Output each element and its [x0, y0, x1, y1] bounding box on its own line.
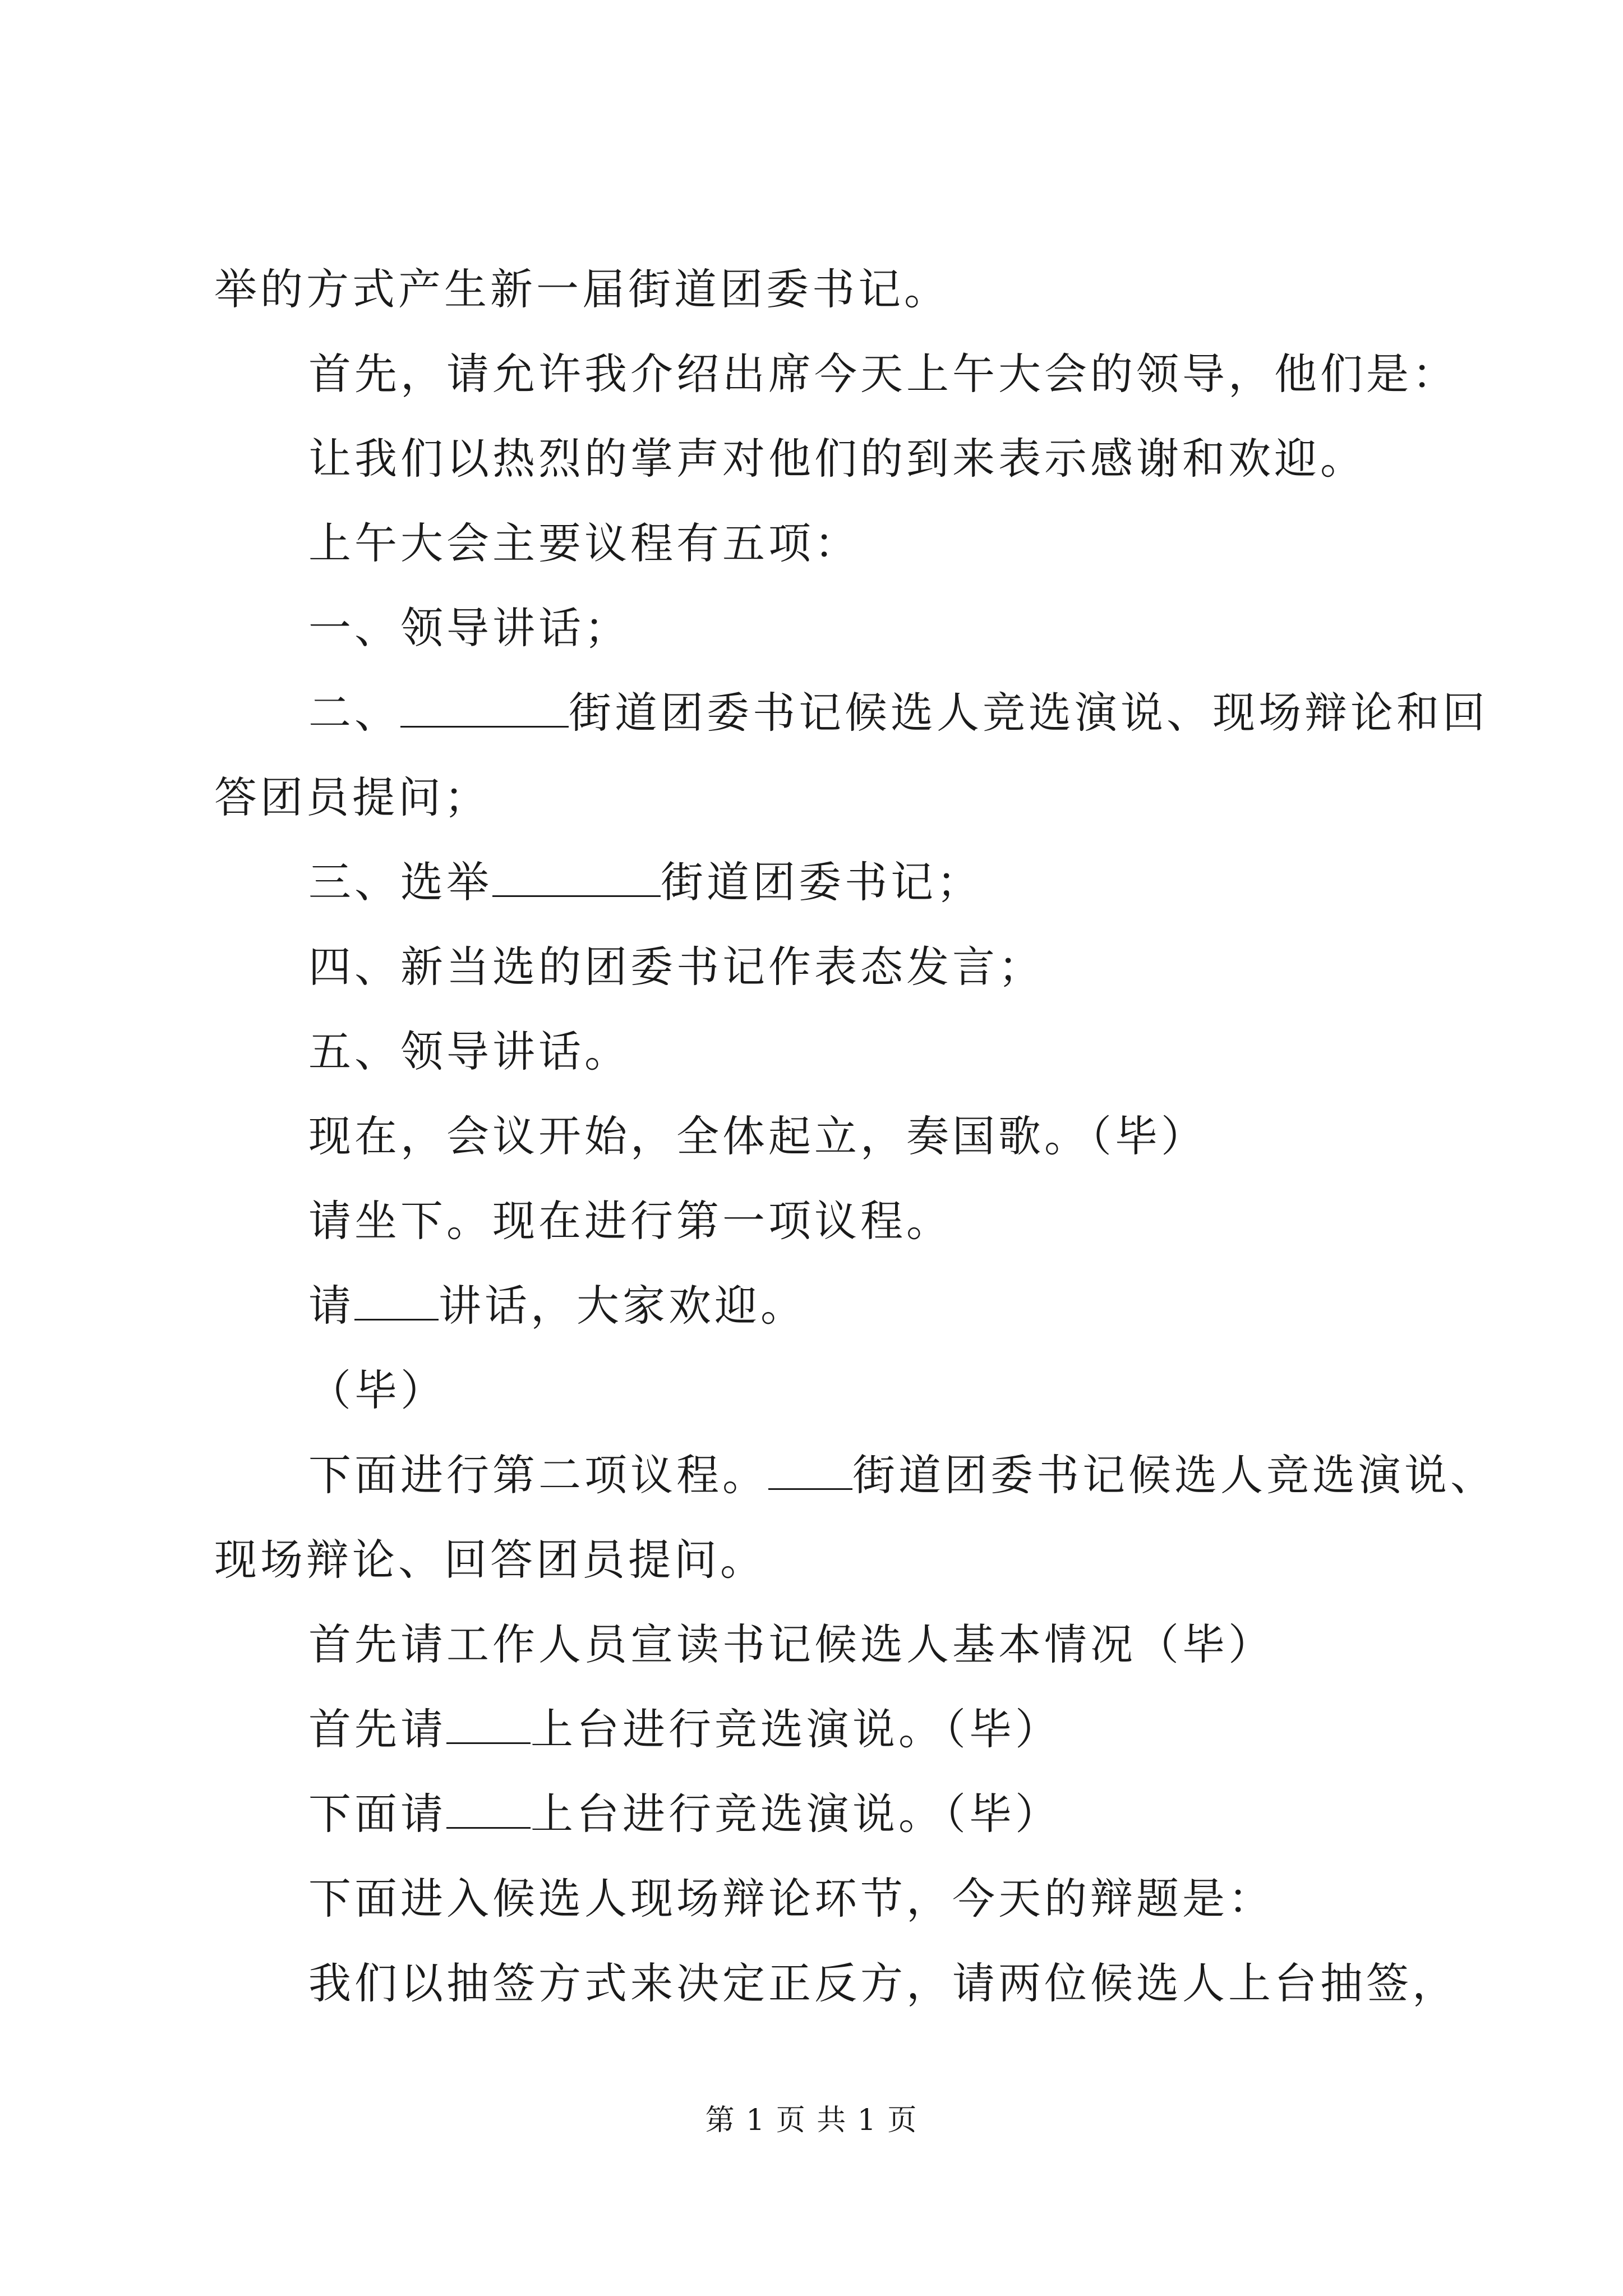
text-line: 现场辩论、回答团员提问。 — [214, 1535, 766, 1585]
agenda-item-2 — [214, 670, 1488, 755]
fill-in-blank — [768, 1455, 852, 1490]
text-line: 让我们以热烈的掌声对他们的到来表示感谢和欢迎。 — [308, 434, 1366, 484]
text-line: 现在，会议开始，全体起立，奏国歌。（毕） — [308, 1111, 1207, 1161]
text-line — [214, 1433, 1496, 1517]
agenda-item-3 — [214, 840, 1448, 924]
text-segment: 街道团委书记候选人竞选演说、 — [852, 1450, 1496, 1500]
fill-in-blank — [446, 1793, 531, 1829]
agenda-number: 二、 — [308, 688, 400, 738]
text-segment: 首先请 — [308, 1704, 446, 1754]
text-line: 下面进入候选人现场辩论环节，今天的辩题是： — [308, 1874, 1274, 1924]
agenda-item-5: 五、领导讲话。 — [308, 1027, 630, 1076]
text-segment: 请 — [308, 1281, 354, 1331]
text-line: 上午大会主要议程有五项： — [308, 518, 860, 568]
text-line — [214, 1772, 1448, 1856]
page-footer — [0, 2101, 1623, 2140]
text-line: 举的方式产生新一届街道团委书记。 — [214, 264, 950, 314]
text-segment: 上台进行竞选演说。（毕） — [531, 1704, 1061, 1754]
text-line: 首先请工作人员宣读书记候选人基本情况（毕） — [308, 1619, 1274, 1669]
text-segment: 讲话，大家欢迎。 — [439, 1281, 806, 1331]
text-line — [214, 1687, 1448, 1772]
fill-in-blank — [400, 692, 569, 728]
text-line: 请坐下。现在进行第一项议程。 — [308, 1196, 952, 1246]
fill-in-blank — [354, 1285, 439, 1320]
text-segment: 街道团委书记候选人竞选演说、现场辩论和回 — [569, 688, 1488, 738]
fill-in-blank — [492, 862, 661, 897]
text-segment: 下面请 — [308, 1789, 446, 1839]
text-line: （毕） — [308, 1365, 446, 1415]
text-segment: 三、选举 — [308, 857, 492, 907]
page-number-label: 第 1 页 共 1 页 — [705, 2104, 918, 2137]
text-segment: 上台进行竞选演说。（毕） — [531, 1789, 1061, 1839]
text-line: 首先，请允许我介绍出席今天上午大会的领导，他们是： — [308, 349, 1458, 399]
agenda-item-1: 一、领导讲话； — [308, 603, 630, 653]
text-line: 我们以抽签方式来决定正反方，请两位候选人上台抽签， — [308, 1958, 1458, 2008]
text-line — [214, 1263, 1448, 1348]
document-body — [214, 247, 1496, 2026]
text-segment: 街道团委书记； — [661, 857, 983, 907]
text-line: 答团员提问； — [214, 772, 490, 822]
text-segment: 下面进行第二项议程。 — [308, 1450, 768, 1500]
agenda-item-4: 四、新当选的团委书记作表态发言； — [308, 942, 1044, 992]
fill-in-blank — [446, 1709, 531, 1744]
